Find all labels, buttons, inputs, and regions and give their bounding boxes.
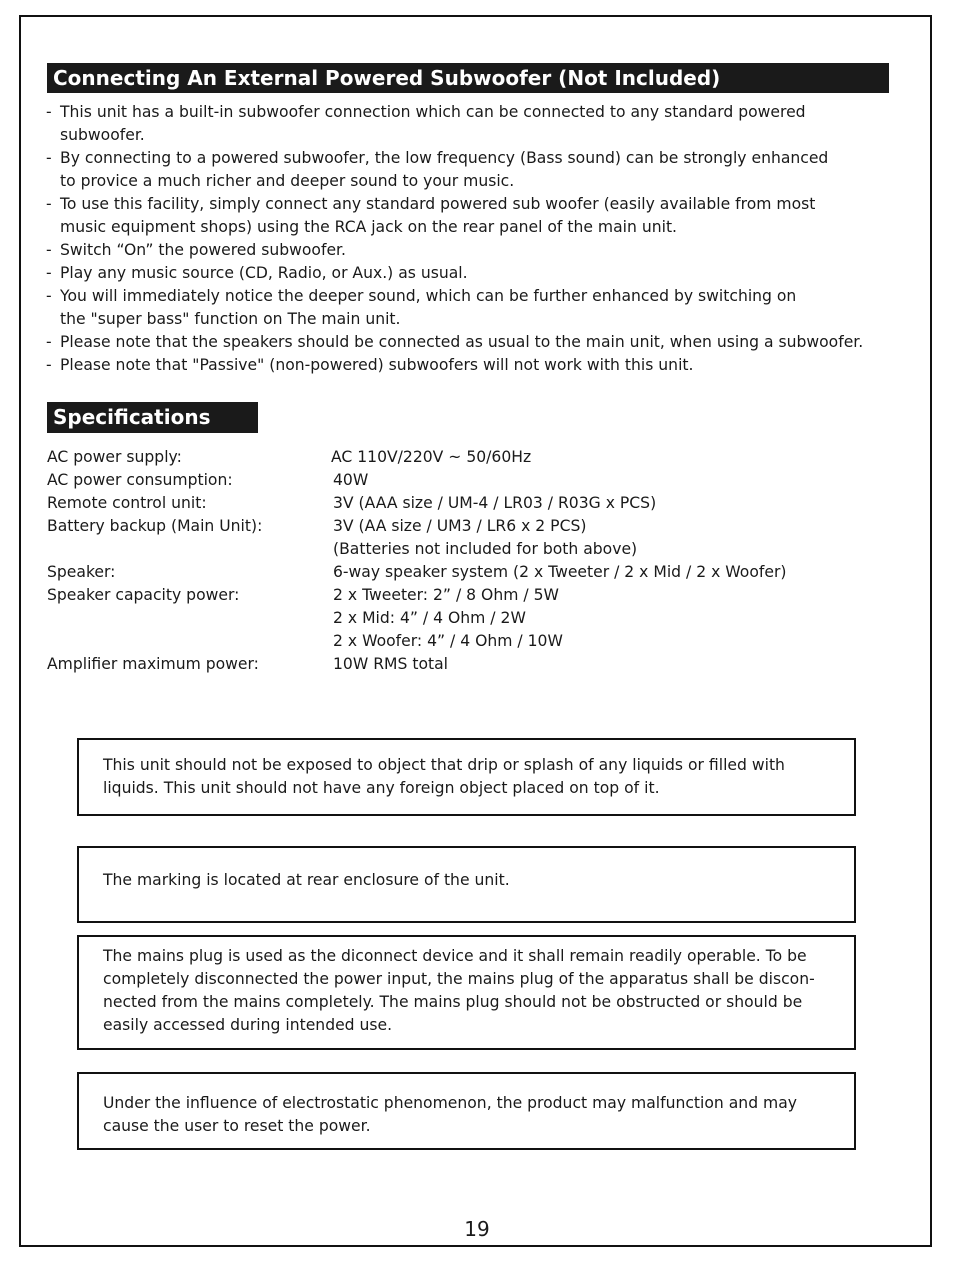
electrostatic-notice-box bbox=[77, 1072, 856, 1150]
notice-text: The mains plug is used as the diconnect device and it shall remain readily operable. To be completely disconnected the power input, the mains plug of the apparatus shall be discon-nected from the mains completely. The mains plug should not be obstructed or should be easily accessed during intended use. bbox=[103, 947, 815, 1034]
list-item: - You will immediately notice the deeper sound, which can be further enhanced by switching on the "super bass" function on The main unit. bbox=[46, 285, 891, 331]
list-item: - This unit has a built-in subwoofer connection which can be connected to any standard powered subwoofer. bbox=[46, 101, 891, 147]
subwoofer-section-heading: Connecting An External Powered Subwoofer (Not Included) bbox=[47, 63, 889, 93]
spec-value: 2 x Woofer: 4” / 4 Ohm / 10W bbox=[333, 632, 563, 650]
list-item: - By connecting to a powered subwoofer, the low frequency (Bass sound) can be strongly enhanced to provice a much richer and deeper sound to your music. bbox=[46, 147, 891, 193]
list-item: - Play any music source (CD, Radio, or Aux.) as usual. bbox=[46, 262, 891, 285]
notice-text: This unit should not be exposed to object that drip or splash of any liquids or filled with liquids. This unit should not have any foreign object placed on top of it. bbox=[103, 756, 785, 797]
list-item: - To use this facility, simply connect any standard powered sub woofer (easily available from most music equipment shops) using the RCA jack on the rear panel of the main unit. bbox=[46, 193, 891, 239]
spec-label: AC power consumption: bbox=[47, 471, 233, 489]
notice-text: Under the influence of electrostatic phenomenon, the product may malfunction and may cause the user to reset the power. bbox=[103, 1094, 798, 1135]
spec-value: 2 x Tweeter: 2” / 8 Ohm / 5W bbox=[333, 586, 559, 604]
spec-label: Battery backup (Main Unit): bbox=[47, 517, 263, 535]
spec-value: 40W bbox=[333, 471, 369, 489]
spec-value: (Batteries not included for both above) bbox=[333, 540, 638, 558]
spec-label: Speaker: bbox=[47, 563, 116, 581]
spec-value: 3V (AA size / UM3 / LR6 x 2 PCS) bbox=[333, 517, 587, 535]
spec-value: AC 110V/220V ~ 50/60Hz bbox=[331, 448, 532, 466]
list-item: - Switch “On” the powered subwoofer. bbox=[46, 239, 891, 262]
list-item: - Please note that "Passive" (non-powered) subwoofers will not work with this unit. bbox=[46, 354, 891, 377]
liquid-warning-box bbox=[77, 738, 856, 816]
spec-label: Speaker capacity power: bbox=[47, 586, 240, 604]
spec-value: 6-way speaker system (2 x Tweeter / 2 x Mid / 2 x Woofer) bbox=[333, 563, 787, 581]
notice-text: The marking is located at rear enclosure of the unit. bbox=[103, 871, 510, 889]
marking-location-box bbox=[77, 846, 856, 923]
spec-label: Remote control unit: bbox=[47, 494, 207, 512]
spec-label: Amplifier maximum power: bbox=[47, 655, 259, 673]
mains-plug-notice-box bbox=[77, 935, 856, 1050]
spec-value: 2 x Mid: 4” / 4 Ohm / 2W bbox=[333, 609, 526, 627]
spec-value: 3V (AAA size / UM-4 / LR03 / R03G x PCS) bbox=[333, 494, 657, 512]
spec-label: AC power supply: bbox=[47, 448, 182, 466]
list-item: - Please note that the speakers should be connected as usual to the main unit, when using a subwoofer. bbox=[46, 331, 891, 354]
specifications-heading: Specifications bbox=[47, 402, 258, 433]
spec-value: 10W RMS total bbox=[333, 655, 449, 673]
subwoofer-instructions-list bbox=[46, 101, 891, 377]
page-number: 19 bbox=[464, 1217, 490, 1241]
